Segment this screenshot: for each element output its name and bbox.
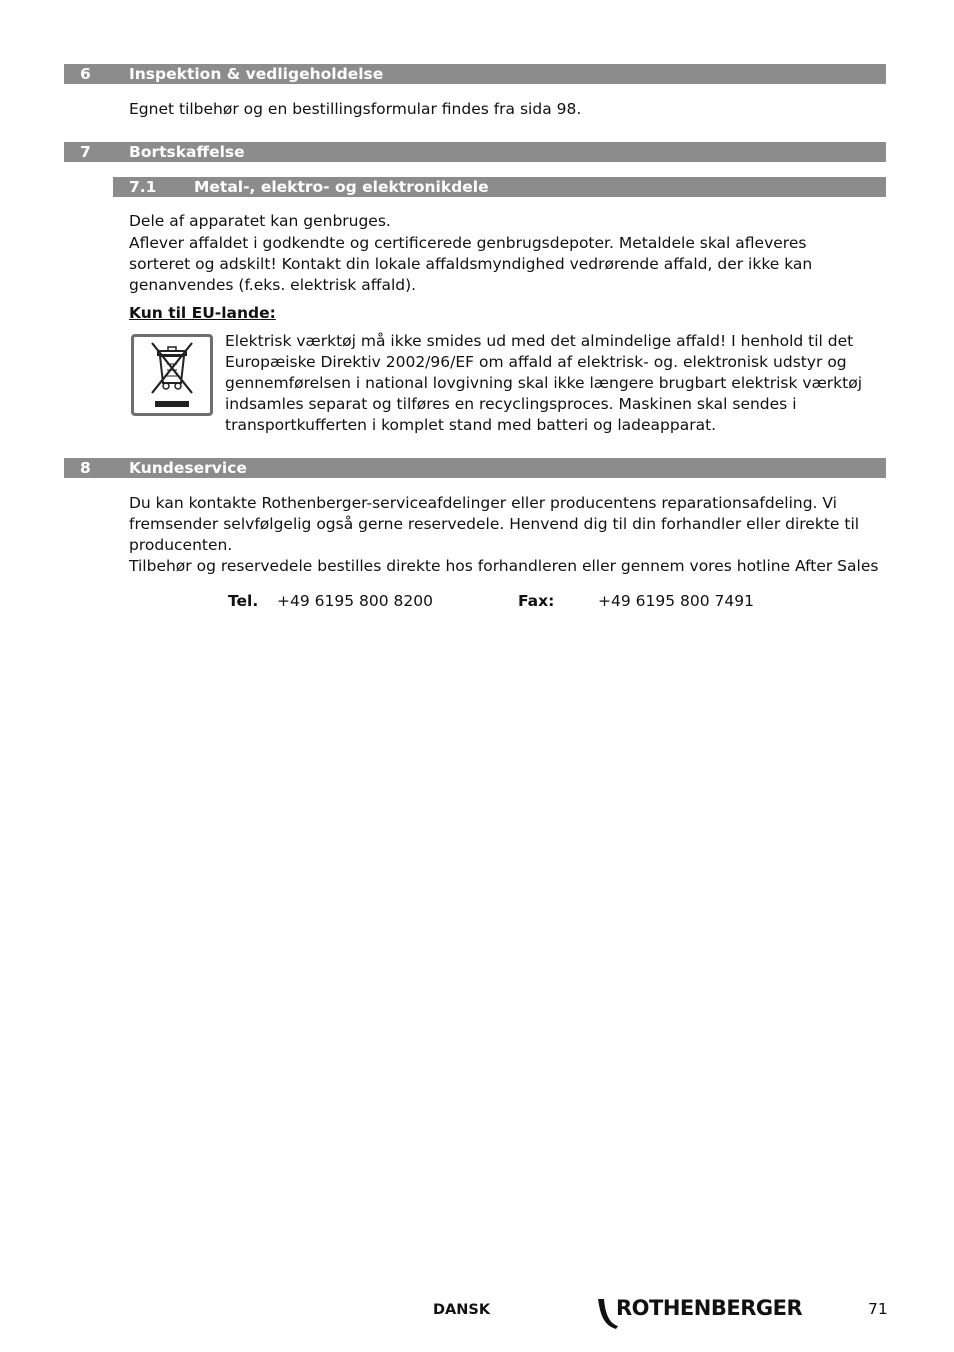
section-7-1-header — [113, 177, 886, 197]
paragraph-line: sorteret og adskilt! Kontakt din lokale affaldsmyndighed vedrørende affald, der ikke kan — [129, 255, 813, 273]
fax-value: +49 6195 800 7491 — [598, 592, 754, 610]
paragraph-line: Aflever affaldet i godkendte og certificerede genbrugsdepoter. Metaldele skal afleveres — [129, 234, 807, 252]
section-7-header — [64, 142, 886, 162]
section-number: 7 — [80, 143, 91, 161]
paragraph-line: genanvendes (f.eks. elektrisk affald). — [129, 276, 417, 294]
footer-language: DANSK — [433, 1302, 491, 1318]
eu-line: Elektrisk værktøj må ikke smides ud med det almindelige affald! I henhold til det — [225, 332, 854, 350]
section-6-header — [64, 64, 886, 84]
eu-line: gennemførelsen i national lovgivning skal ikke længere brugbart elektrisk værktøj — [225, 374, 862, 392]
section-6-text: Egnet tilbehør og en bestillingsformular findes fra sida 98. — [129, 100, 582, 118]
section-number: 7.1 — [129, 178, 157, 196]
eu-line: Europæiske Direktiv 2002/96/EF om affald af elektrisk- og. elektronisk udstyr og — [225, 353, 847, 371]
section-title: Inspektion & vedligeholdelse — [129, 65, 384, 83]
section-title: Metal-, elektro- og elektronikdele — [194, 178, 489, 196]
paragraph-line: Tilbehør og reservedele bestilles direkte hos forhandleren eller gennem vores hotline After Sales — [129, 557, 879, 575]
paragraph-line: Dele af apparatet kan genbruges. — [129, 212, 391, 230]
paragraph-line: fremsender selvfølgelig også gerne reservedele. Henvend dig til din forhandler eller direkte til — [129, 515, 860, 533]
tel-value: +49 6195 800 8200 — [277, 592, 433, 610]
eu-line: indsamles separat og tilføres en recyclingsproces. Maskinen skal sendes i — [225, 395, 797, 413]
weee-crossed-bin-icon — [131, 334, 213, 416]
eu-line: transportkufferten i komplet stand med batteri og ladeapparat. — [225, 416, 717, 434]
section-number: 8 — [80, 459, 91, 477]
paragraph-line: producenten. — [129, 536, 233, 554]
page-number: 71 — [868, 1300, 888, 1318]
tel-label: Tel. — [228, 592, 259, 610]
fax-label: Fax: — [518, 592, 555, 610]
eu-heading: Kun til EU-lande: — [129, 304, 276, 322]
section-8-header — [64, 458, 886, 478]
paragraph-line: Du kan kontakte Rothenberger-serviceafdelinger eller producentens reparationsafdeling. Vi — [129, 494, 837, 512]
section-title: Bortskaffelse — [129, 143, 245, 161]
section-title: Kundeservice — [129, 459, 247, 477]
brand-logo: ROTHENBERGER — [616, 1296, 803, 1320]
section-number: 6 — [80, 65, 91, 83]
